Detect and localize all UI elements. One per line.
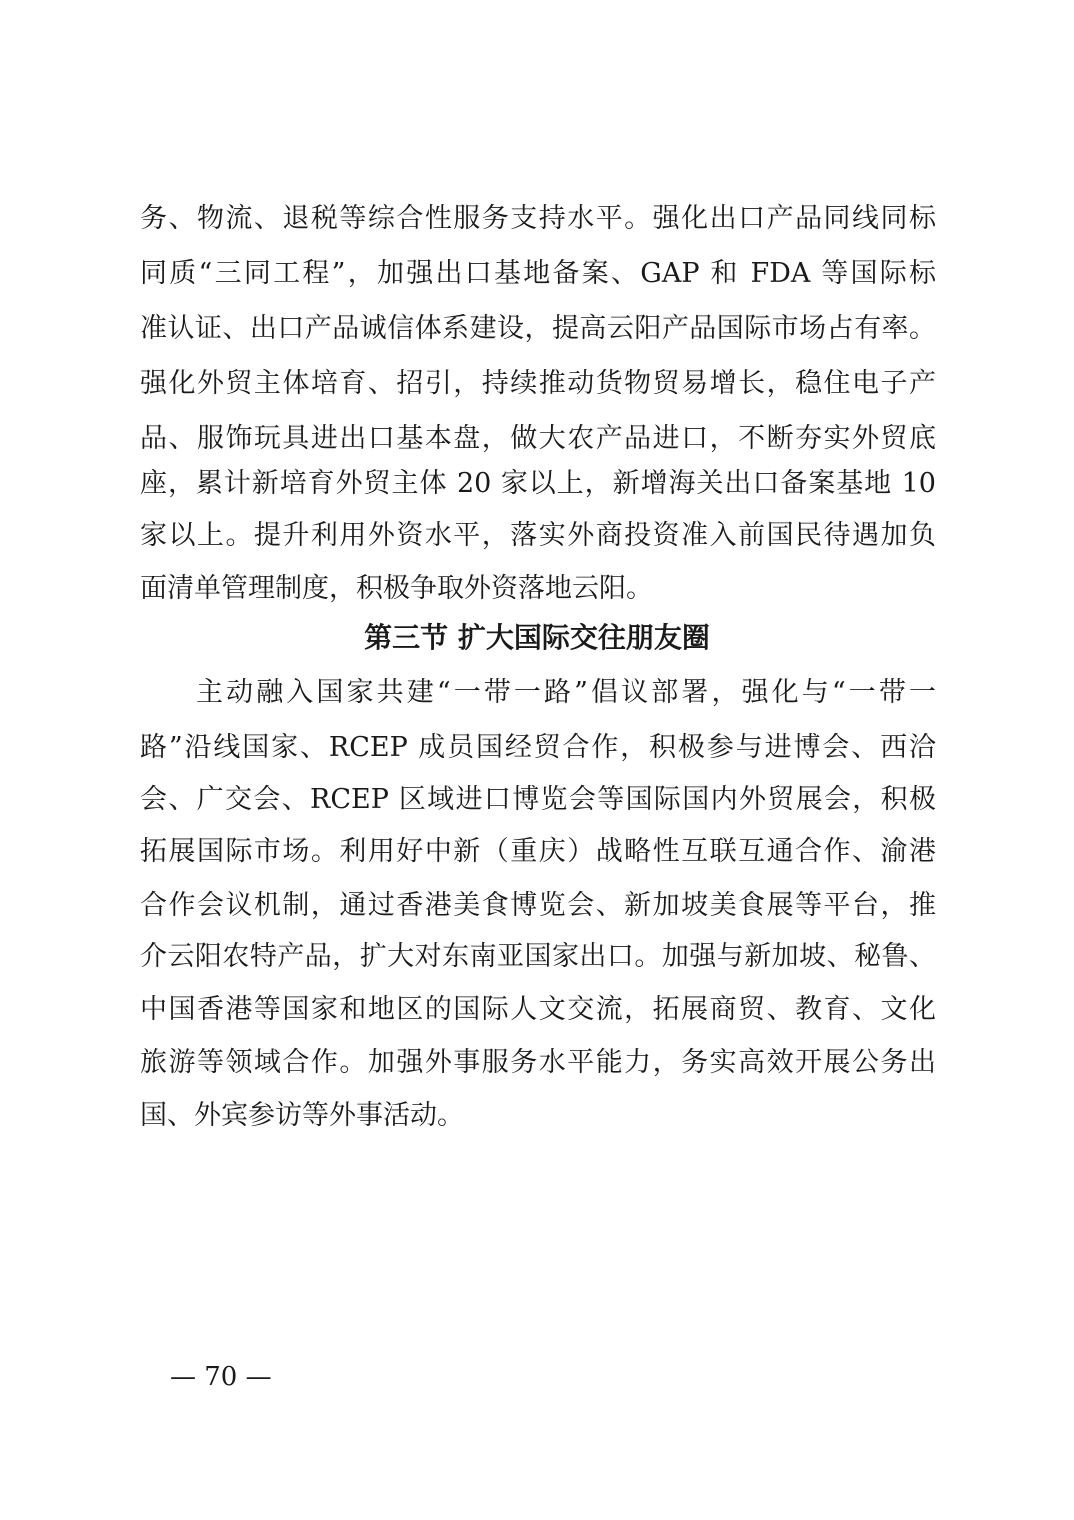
paragraph-1-line-5: 品、服饰玩具进出口基本盘，做大农产品进口，不断夯实外贸底	[140, 423, 936, 454]
paragraph-2-line-5: 合作会议机制，通过香港美食博览会、新加坡美食展等平台，推	[140, 890, 936, 921]
paragraph-1-line-3: 准认证、出口产品诚信体系建设，提高云阳产品国际市场占有率。	[140, 313, 936, 344]
page-number: — 70 —	[170, 1362, 272, 1392]
section-heading: 第三节 扩大国际交往朋友圈	[364, 621, 710, 654]
paragraph-1-line-6: 座，累计新培育外贸主体 20 家以上，新增海关出口备案基地 10	[140, 468, 936, 499]
paragraph-2-line-8: 旅游等领域合作。加强外事服务水平能力，务实高效开展公务出	[140, 1047, 936, 1078]
paragraph-1-line-4: 强化外贸主体培育、招引，持续推动货物贸易增长，稳住电子产	[140, 368, 936, 399]
paragraph-2-line-1: 主动融入国家共建“一带一路”倡议部署，强化与“一带一	[196, 677, 936, 708]
paragraph-2-line-3: 会、广交会、RCEP 区域进口博览会等国际国内外贸展会，积极	[140, 784, 936, 815]
paragraph-2-line-4: 拓展国际市场。利用好中新（重庆）战略性互联互通合作、渝港	[140, 836, 936, 867]
paragraph-1-line-7: 家以上。提升利用外资水平，落实外商投资准入前国民待遇加负	[140, 520, 936, 551]
paragraph-2-line-9: 国、外宾参访等外事活动。	[140, 1100, 464, 1131]
paragraph-1-line-8: 面清单管理制度，积极争取外资落地云阳。	[140, 573, 653, 604]
paragraph-2-line-6: 介云阳农特产品，扩大对东南亚国家出口。加强与新加坡、秘鲁、	[140, 941, 936, 972]
paragraph-2-line-2: 路”沿线国家、RCEP 成员国经贸合作，积极参与进博会、西洽	[140, 732, 936, 763]
paragraph-1-line-1: 务、物流、退税等综合性服务支持水平。强化出口产品同线同标	[140, 203, 936, 234]
paragraph-1-line-2: 同质“三同工程”，加强出口基地备案、GAP 和 FDA 等国际标	[140, 258, 936, 289]
paragraph-2-line-7: 中国香港等国家和地区的国际人文交流，拓展商贸、教育、文化	[140, 994, 936, 1025]
